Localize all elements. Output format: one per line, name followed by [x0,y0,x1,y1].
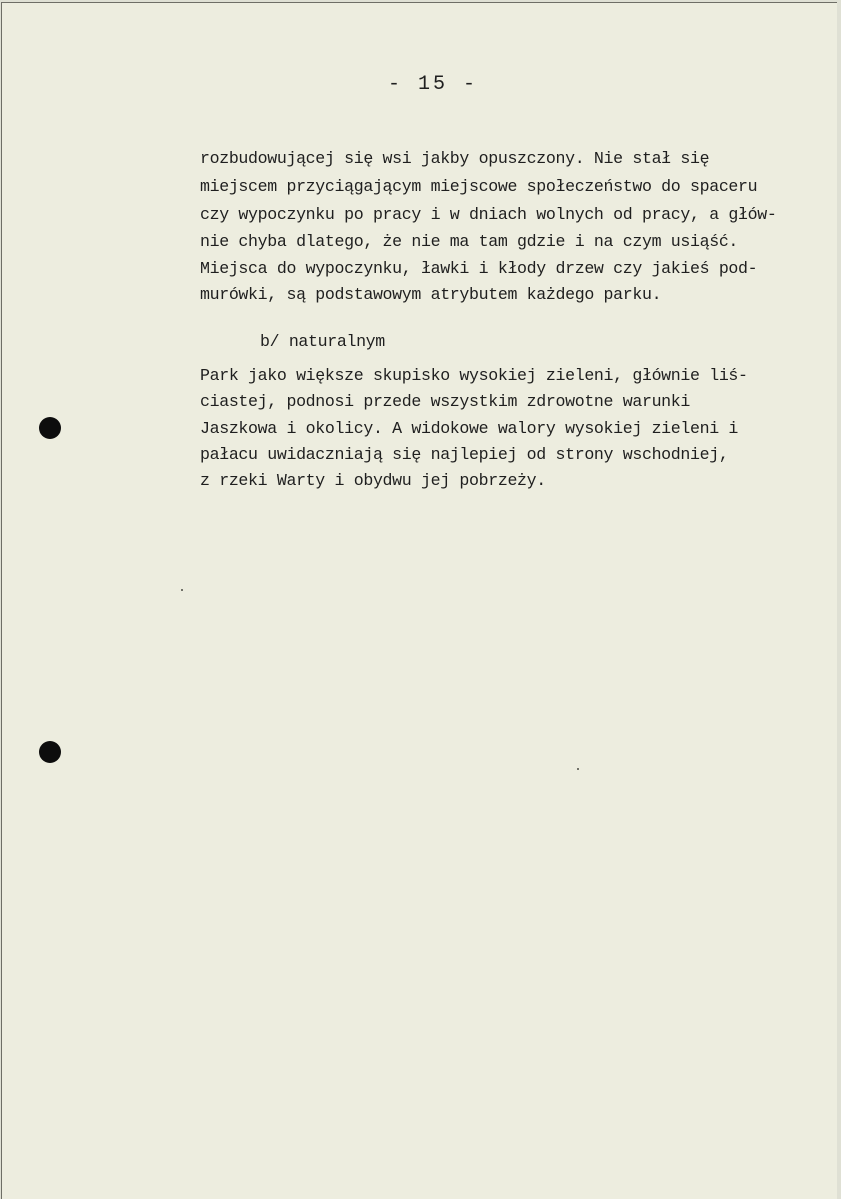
punch-hole [39,417,61,439]
paragraph-2-line: pałacu uwidaczniają się najlepiej od strony wschodniej, [200,445,729,464]
paper-speck [577,768,579,770]
paragraph-2-line: Jaszkowa i okolicy. A widokowe walory wysokiej zieleni i [200,419,739,438]
section-subheading: b/ naturalnym [260,332,385,351]
punch-hole [39,741,61,763]
paragraph-1-line: Miejsca do wypoczynku, ławki i kłody drzew czy jakieś pod- [200,259,758,278]
paragraph-1-line: nie chyba dlatego, że nie ma tam gdzie i na czym usiąść. [200,232,739,251]
paragraph-2-line: Park jako większe skupisko wysokiej zieleni, głównie liś- [200,366,748,385]
paragraph-2-line: z rzeki Warty i obydwu jej pobrzeży. [200,471,546,490]
page-number: - 15 - [388,73,479,96]
paper-speck [181,589,183,591]
paragraph-1-line: murówki, są podstawowym atrybutem każdego parku. [200,285,662,304]
paragraph-2-line: ciastej, podnosi przede wszystkim zdrowotne warunki [200,392,691,411]
paragraph-1-line: rozbudowującej się wsi jakby opuszczony. Nie stał się [200,149,710,168]
paragraph-1-line: miejscem przyciągającym miejscowe społeczeństwo do spaceru [200,177,758,196]
paragraph-1-line: czy wypoczynku po pracy i w dniach wolnych od pracy, a głów- [200,205,777,224]
document-page [1,2,837,1199]
